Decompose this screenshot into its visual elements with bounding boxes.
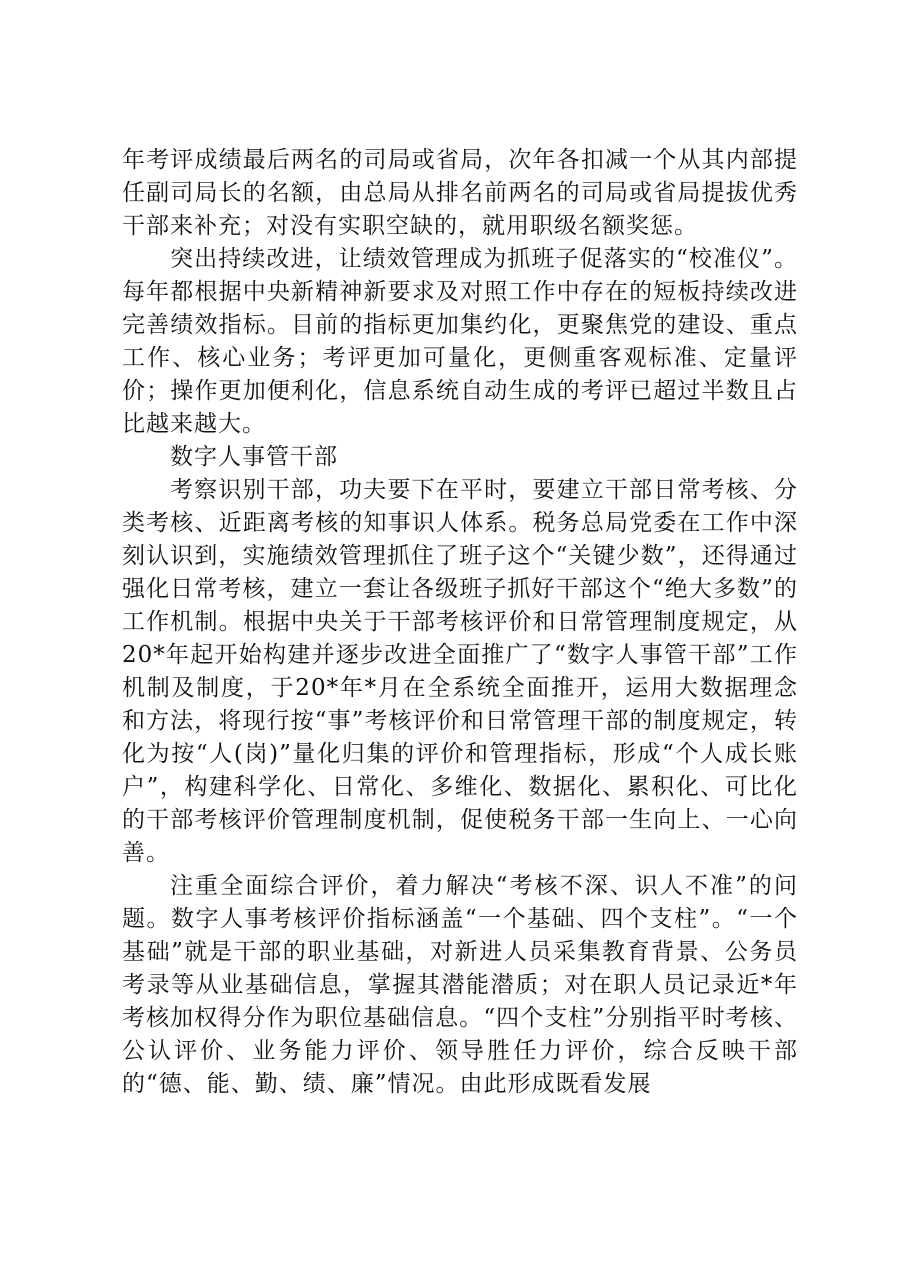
paragraph-continuation: 年考评成绩最后两名的司局或省局，次年各扣减一个从其内部提任副司局长的名额，由总局从排名前两名的司局或省局提拔优秀干部来补充；对没有实职空缺的，就用职级名额奖惩。 [122, 147, 798, 239]
paragraph-comprehensive-evaluation: 注重全面综合评价，着力解决“考核不深、识人不准”的问题。数字人事考核评价指标涵盖“一个基础、四个支柱”。“一个基础”就是干部的职业基础，对新进人员采集教育背景、公务员考录等从业基础信息，掌握其潜能潜质；对在职人员记录近*年考核加权得分作为职位基础信息。“四个支柱”分别指平时考核、公认评价、业务能力评价、领导胜任力评价，综合反映干部的“德、能、勤、绩、廉”情况。由此形成既看发展 [122, 873, 798, 1097]
paragraph-continuous-improvement: 突出持续改进，让绩效管理成为抓班子促落实的“校准仪”。每年都根据中央新精神新要求及对照工作中存在的短板持续改进完善绩效指标。目前的指标更加集约化，更聚焦党的建设、重点工作、核心业务；考评更加可量化，更侧重客观标准、定量评价；操作更加便利化，信息系统自动生成的考评已超过半数且占比越来越大。 [122, 246, 798, 437]
paragraph-digital-personnel: 考察识别干部，功夫要下在平时，要建立干部日常考核、分类考核、近距离考核的知事识人体系。税务总局党委在工作中深刻认识到，实施绩效管理抓住了班子这个“关键少数”，还得通过强化日常考核，建立一套让各级班子抓好干部这个“绝大多数”的工作机制。根据中央关于干部考核评价和日常管理制度规定，从20*年起开始构建并逐步改进全面推广了“数字人事管干部”工作机制及制度，于20*年*月在全系统全面推开，运用大数据理念和方法，将现行按“事”考核评价和日常管理干部的制度规定，转化为按“人(岗)”量化归集的评价和管理指标，形成“个人成长账户”，构建科学化、日常化、多维化、数据化、累积化、可比化的干部考核评价管理制度机制，促使税务干部一生向上、一心向善。 [122, 477, 798, 866]
document-body [122, 144, 798, 1101]
section-heading: 数字人事管干部 [170, 444, 338, 470]
